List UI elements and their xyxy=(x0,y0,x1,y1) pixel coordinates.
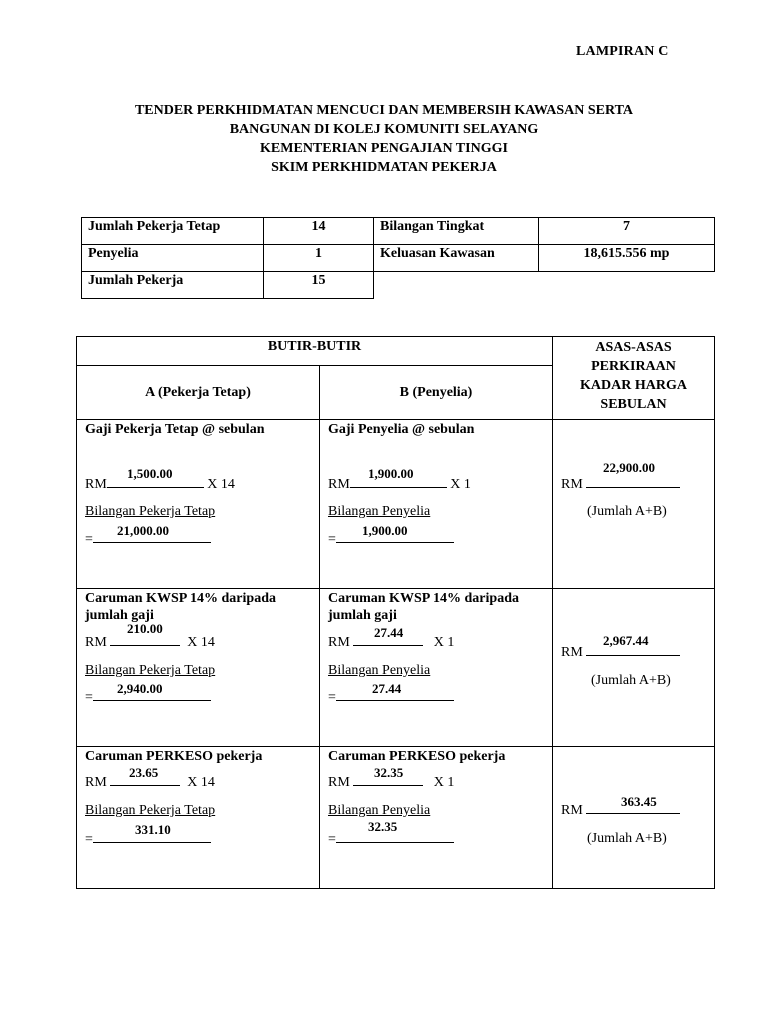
item-title: Caruman PERKESO pekerja xyxy=(85,749,263,764)
blank-line xyxy=(107,487,204,488)
blank-line xyxy=(93,542,211,543)
asas-line: SEBULAN xyxy=(600,397,667,412)
total-value: 1,900.00 xyxy=(362,523,408,538)
cell-a-gaji xyxy=(77,420,320,589)
rm-label: RM xyxy=(85,775,107,790)
blank-line xyxy=(586,487,680,488)
blank-line xyxy=(336,842,454,843)
title-line-1: TENDER PERKHIDMATAN MENCUCI DAN MEMBERSIH KAWASAN SERTA xyxy=(134,103,634,118)
asas-line: KADAR HARGA xyxy=(580,378,687,393)
total-line xyxy=(85,832,211,848)
butir-header: BUTIR-BUTIR xyxy=(77,337,553,366)
equals-sign: = xyxy=(328,532,336,547)
col-b-header: B (Penyelia) xyxy=(320,366,553,420)
blank-line xyxy=(93,842,211,843)
summary-value: 15 xyxy=(264,272,374,299)
cell-a-perkeso xyxy=(77,747,320,889)
equals-sign: = xyxy=(85,532,93,547)
rate-line xyxy=(328,635,454,651)
blank-line xyxy=(93,700,211,701)
lampiran-label: LAMPIRAN C xyxy=(576,44,669,59)
cell-a-kwsp xyxy=(77,589,320,747)
total-value: 27.44 xyxy=(372,681,402,696)
rate-value: 210.00 xyxy=(127,621,163,636)
equals-sign: = xyxy=(85,832,93,847)
total-line xyxy=(328,532,454,548)
cell-sum-perkeso xyxy=(553,747,715,889)
sum-value: 22,900.00 xyxy=(603,460,655,475)
sum-line xyxy=(561,803,680,819)
total-value: 2,940.00 xyxy=(117,681,163,696)
jumlah-ab-label: (Jumlah A+B) xyxy=(587,504,667,519)
summary-empty xyxy=(539,272,715,299)
rate-line xyxy=(328,477,471,493)
blank-line xyxy=(110,645,180,646)
cell-b-perkeso xyxy=(320,747,553,889)
multiplier: X 1 xyxy=(433,635,455,650)
rate-line xyxy=(328,775,454,791)
sum-value: 2,967.44 xyxy=(603,633,649,648)
multiplier: X 1 xyxy=(450,477,471,492)
title-line-3: KEMENTERIAN PENGAJIAN TINGGI xyxy=(260,141,508,156)
jumlah-ab-label: (Jumlah A+B) xyxy=(587,831,667,846)
cell-sum-kwsp xyxy=(553,589,715,747)
col-a-header: A (Pekerja Tetap) xyxy=(77,366,320,420)
multiplier: X 14 xyxy=(187,635,215,650)
blank-line xyxy=(336,542,454,543)
rm-label: RM xyxy=(328,775,350,790)
blank-line xyxy=(586,655,680,656)
bilangan-label: Bilangan Pekerja Tetap xyxy=(85,803,216,818)
summary-label: Jumlah Pekerja Tetap xyxy=(82,218,264,245)
rate-value: 1,500.00 xyxy=(127,466,173,481)
summary-value: 14 xyxy=(264,218,374,245)
rate-value: 32.35 xyxy=(374,765,404,780)
row-perkeso xyxy=(77,747,715,889)
summary-value: 7 xyxy=(539,218,715,245)
total-line xyxy=(328,832,454,848)
rm-label: RM xyxy=(85,635,107,650)
equals-sign: = xyxy=(328,832,336,847)
item-title-line-2: jumlah gaji xyxy=(328,608,397,623)
rm-label: RM xyxy=(85,477,107,492)
equals-sign: = xyxy=(85,690,93,705)
asas-line: ASAS-ASAS xyxy=(595,340,672,355)
rate-line xyxy=(85,635,215,651)
total-value: 21,000.00 xyxy=(117,523,169,538)
bilangan-label: Bilangan Pekerja Tetap xyxy=(85,663,216,678)
summary-value: 18,615.556 mp xyxy=(539,245,715,272)
rate-line xyxy=(85,477,235,493)
bilangan-label: Bilangan Penyelia xyxy=(328,663,431,678)
asas-line: PERKIRAAN xyxy=(591,359,676,374)
blank-line xyxy=(353,785,423,786)
sum-line xyxy=(561,477,680,493)
rm-label: RM xyxy=(561,803,583,818)
row-gaji xyxy=(77,420,715,589)
cell-b-kwsp xyxy=(320,589,553,747)
header-row-1 xyxy=(77,337,715,366)
bilangan-label: Bilangan Penyelia xyxy=(328,803,431,818)
rate-value: 1,900.00 xyxy=(368,466,414,481)
item-title: Caruman PERKESO pekerja xyxy=(328,749,506,764)
sum-line xyxy=(561,645,680,661)
total-line xyxy=(85,532,211,548)
asas-header xyxy=(553,337,715,420)
total-value: 32.35 xyxy=(368,819,398,834)
multiplier: X 1 xyxy=(433,775,455,790)
title-line-4: SKIM PERKHIDMATAN PEKERJA xyxy=(271,160,497,175)
rate-value: 27.44 xyxy=(374,625,404,640)
summary-row xyxy=(82,272,715,299)
blank-line xyxy=(586,813,680,814)
summary-value: 1 xyxy=(264,245,374,272)
title-line-2: BANGUNAN DI KOLEJ KOMUNITI SELAYANG xyxy=(229,122,539,137)
blank-line xyxy=(336,700,454,701)
summary-row xyxy=(82,245,715,272)
item-title-line-2: jumlah gaji xyxy=(85,608,154,623)
rate-value: 23.65 xyxy=(129,765,159,780)
bilangan-label: Bilangan Penyelia xyxy=(328,504,431,519)
bilangan-label: Bilangan Pekerja Tetap xyxy=(85,504,216,519)
summary-table xyxy=(81,217,715,299)
summary-row xyxy=(82,218,715,245)
cost-table xyxy=(76,336,715,889)
rm-label: RM xyxy=(328,477,350,492)
rate-line xyxy=(85,775,215,791)
cell-sum-gaji xyxy=(553,420,715,589)
blank-line xyxy=(350,487,447,488)
total-line xyxy=(328,690,454,706)
item-title: Gaji Penyelia @ sebulan xyxy=(328,422,475,437)
total-line xyxy=(85,690,211,706)
multiplier: X 14 xyxy=(187,775,215,790)
summary-label: Jumlah Pekerja xyxy=(82,272,264,299)
jumlah-ab-label: (Jumlah A+B) xyxy=(591,673,671,688)
cell-b-gaji xyxy=(320,420,553,589)
item-title-line-1: Caruman KWSP 14% daripada xyxy=(328,591,519,606)
blank-line xyxy=(353,645,423,646)
row-kwsp xyxy=(77,589,715,747)
sum-value: 363.45 xyxy=(621,794,657,809)
summary-label: Bilangan Tingkat xyxy=(374,218,539,245)
summary-label: Penyelia xyxy=(82,245,264,272)
item-title-line-1: Caruman KWSP 14% daripada xyxy=(85,591,276,606)
equals-sign: = xyxy=(328,690,336,705)
total-value: 331.10 xyxy=(135,822,171,837)
rm-label: RM xyxy=(561,477,583,492)
rm-label: RM xyxy=(561,645,583,660)
summary-empty xyxy=(374,272,539,299)
blank-line xyxy=(110,785,180,786)
multiplier: X 14 xyxy=(207,477,235,492)
summary-label: Keluasan Kawasan xyxy=(374,245,539,272)
item-title: Gaji Pekerja Tetap @ sebulan xyxy=(85,422,265,437)
document-title xyxy=(0,101,768,177)
rm-label: RM xyxy=(328,635,350,650)
